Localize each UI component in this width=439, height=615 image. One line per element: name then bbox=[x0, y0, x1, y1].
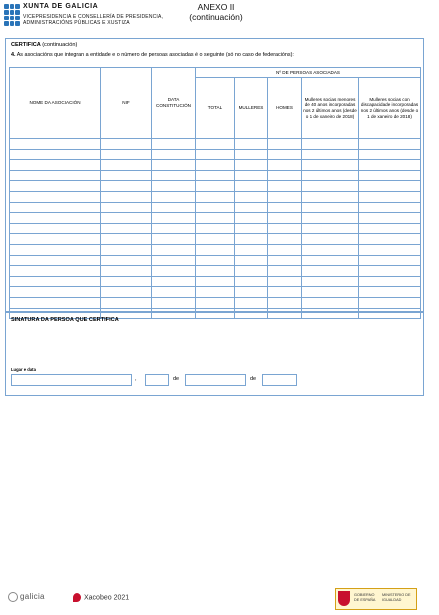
table-cell[interactable] bbox=[268, 160, 302, 171]
col-group-members: Nº DE PERSOAS ASOCIADAS bbox=[196, 68, 421, 78]
certifica-section bbox=[5, 38, 424, 312]
table-cell[interactable] bbox=[10, 160, 101, 171]
table-cell[interactable] bbox=[152, 234, 196, 245]
place-field[interactable] bbox=[11, 374, 132, 386]
table-cell[interactable] bbox=[235, 181, 268, 192]
signature-title: SINATURA DA PERSOA QUE CERTIFICA bbox=[11, 317, 119, 323]
table-cell[interactable] bbox=[196, 287, 235, 298]
certifica-title: CERTIFICA bbox=[11, 42, 41, 48]
item-text: As asociacións que integran a entidade e o número de persoas asociadas é o seguinte (só no caso de federacións): bbox=[16, 52, 294, 58]
table-cell[interactable] bbox=[235, 223, 268, 234]
table-cell[interactable] bbox=[268, 276, 302, 287]
table-cell[interactable] bbox=[302, 202, 359, 213]
table-cell[interactable] bbox=[10, 170, 101, 181]
table-cell[interactable] bbox=[196, 191, 235, 202]
table-cell[interactable] bbox=[101, 213, 152, 224]
table-cell[interactable] bbox=[196, 139, 235, 150]
table-cell[interactable] bbox=[10, 266, 101, 277]
table-cell[interactable] bbox=[10, 202, 101, 213]
col-header-total: TOTAL bbox=[196, 78, 235, 139]
table-cell[interactable] bbox=[10, 213, 101, 224]
table-cell[interactable] bbox=[235, 191, 268, 202]
table-cell[interactable] bbox=[268, 202, 302, 213]
table-cell[interactable] bbox=[359, 139, 421, 150]
table-cell[interactable] bbox=[359, 276, 421, 287]
table-cell[interactable] bbox=[196, 213, 235, 224]
table-row bbox=[10, 191, 421, 202]
table-cell[interactable] bbox=[101, 266, 152, 277]
table-cell[interactable] bbox=[302, 223, 359, 234]
table-cell[interactable] bbox=[235, 160, 268, 171]
table-cell[interactable] bbox=[359, 287, 421, 298]
table-cell[interactable] bbox=[359, 223, 421, 234]
table-cell[interactable] bbox=[152, 223, 196, 234]
table-cell[interactable] bbox=[268, 297, 302, 308]
item-4-text bbox=[11, 52, 294, 58]
col-header-disabled-women: Mulleres socias con discapacidade incorporadas nos 2 últimos anos (desde o 1 de xaneiro de 2018) bbox=[359, 78, 421, 139]
table-cell[interactable] bbox=[268, 191, 302, 202]
table-cell[interactable] bbox=[235, 276, 268, 287]
xacobeo-mark-icon bbox=[73, 593, 81, 602]
table-cell[interactable] bbox=[268, 266, 302, 277]
table-cell[interactable] bbox=[152, 255, 196, 266]
table-row bbox=[10, 266, 421, 277]
table-cell[interactable] bbox=[268, 234, 302, 245]
col-header-men: HOMES bbox=[268, 78, 302, 139]
table-row bbox=[10, 213, 421, 224]
place-date-label: Lugar e data bbox=[11, 367, 36, 372]
table-cell[interactable] bbox=[359, 244, 421, 255]
table-cell[interactable] bbox=[101, 181, 152, 192]
page-footer bbox=[0, 586, 439, 612]
table-cell[interactable] bbox=[196, 160, 235, 171]
table-row bbox=[10, 149, 421, 160]
table-row bbox=[10, 276, 421, 287]
item-number: 4. bbox=[11, 52, 16, 58]
table-cell[interactable] bbox=[101, 149, 152, 160]
table-cell[interactable] bbox=[10, 244, 101, 255]
table-cell[interactable] bbox=[359, 213, 421, 224]
table-cell[interactable] bbox=[235, 255, 268, 266]
table-cell[interactable] bbox=[152, 181, 196, 192]
table-cell[interactable] bbox=[235, 213, 268, 224]
table-cell[interactable] bbox=[10, 181, 101, 192]
table-cell[interactable] bbox=[302, 255, 359, 266]
xacobeo-text: Xacobeo 2021 bbox=[84, 594, 130, 602]
col-header-women: MULLERES bbox=[235, 78, 268, 139]
table-row bbox=[10, 234, 421, 245]
table-cell[interactable] bbox=[359, 181, 421, 192]
table-cell[interactable] bbox=[268, 287, 302, 298]
table-cell[interactable] bbox=[101, 170, 152, 181]
table-cell[interactable] bbox=[359, 160, 421, 171]
col-header-date: DATA CONSTITUCIÓN bbox=[152, 68, 196, 139]
table-cell[interactable] bbox=[359, 297, 421, 308]
page-header bbox=[0, 0, 439, 36]
table-cell[interactable] bbox=[268, 181, 302, 192]
table-cell[interactable] bbox=[101, 297, 152, 308]
table-cell[interactable] bbox=[152, 213, 196, 224]
table-cell[interactable] bbox=[235, 149, 268, 160]
table-cell[interactable] bbox=[359, 255, 421, 266]
table-cell[interactable] bbox=[10, 234, 101, 245]
table-row bbox=[10, 202, 421, 213]
table-cell[interactable] bbox=[101, 160, 152, 171]
section-title bbox=[11, 42, 77, 48]
certifica-title-cont: (continuación) bbox=[42, 42, 78, 48]
table-cell[interactable] bbox=[196, 181, 235, 192]
de-separator-2: de bbox=[250, 376, 257, 382]
table-cell[interactable] bbox=[302, 244, 359, 255]
table-cell[interactable] bbox=[302, 191, 359, 202]
table-cell[interactable] bbox=[10, 139, 101, 150]
table-cell[interactable] bbox=[10, 287, 101, 298]
table-row bbox=[10, 255, 421, 266]
table-cell[interactable] bbox=[302, 276, 359, 287]
table-cell[interactable] bbox=[10, 276, 101, 287]
table-cell[interactable] bbox=[359, 149, 421, 160]
table-cell[interactable] bbox=[152, 297, 196, 308]
table-cell[interactable] bbox=[196, 266, 235, 277]
table-cell[interactable] bbox=[101, 276, 152, 287]
table-cell[interactable] bbox=[196, 223, 235, 234]
table-cell[interactable] bbox=[10, 191, 101, 202]
table-cell[interactable] bbox=[359, 170, 421, 181]
xacobeo-logo bbox=[73, 593, 129, 602]
table-cell[interactable] bbox=[359, 234, 421, 245]
table-row bbox=[10, 287, 421, 298]
year-field[interactable] bbox=[262, 374, 297, 386]
table-cell[interactable] bbox=[235, 202, 268, 213]
table-cell[interactable] bbox=[152, 170, 196, 181]
table-cell[interactable] bbox=[10, 149, 101, 160]
table-cell[interactable] bbox=[302, 139, 359, 150]
galicia-mark-icon bbox=[8, 592, 18, 602]
table-cell[interactable] bbox=[268, 223, 302, 234]
table-cell[interactable] bbox=[235, 170, 268, 181]
table-row bbox=[10, 244, 421, 255]
gobierno-text: GOBIERNO DE ESPAÑA bbox=[354, 593, 376, 602]
de-separator-1: de bbox=[173, 376, 180, 382]
col-header-young-women: Mulleres socias menores de 40 anos incorporadas nos 2 últimos anos (desde o 1 de xaneiro de 2018) bbox=[302, 78, 359, 139]
org-department bbox=[23, 14, 183, 26]
table-row bbox=[10, 223, 421, 234]
table-cell[interactable] bbox=[235, 287, 268, 298]
table-cell[interactable] bbox=[196, 276, 235, 287]
table-cell[interactable] bbox=[268, 139, 302, 150]
table-row bbox=[10, 170, 421, 181]
table-cell[interactable] bbox=[268, 255, 302, 266]
table-cell[interactable] bbox=[101, 234, 152, 245]
table-cell[interactable] bbox=[196, 244, 235, 255]
table-cell[interactable] bbox=[152, 287, 196, 298]
col-header-name: NOME DA ASOCIACIÓN bbox=[10, 68, 101, 139]
table-cell[interactable] bbox=[302, 213, 359, 224]
org-name: XUNTA DE GALICIA bbox=[23, 3, 99, 10]
table-cell[interactable] bbox=[101, 191, 152, 202]
annex-title: ANEXO II bbox=[197, 2, 235, 12]
table-row bbox=[10, 297, 421, 308]
org-dept-line1: VICEPRESIDENCIA E CONSELLERÍA DE PRESIDENCIA, bbox=[23, 14, 164, 20]
table-cell[interactable] bbox=[235, 297, 268, 308]
table-cell[interactable] bbox=[235, 139, 268, 150]
table-cell[interactable] bbox=[302, 234, 359, 245]
table-cell[interactable] bbox=[196, 297, 235, 308]
table-cell[interactable] bbox=[268, 244, 302, 255]
table-cell[interactable] bbox=[359, 191, 421, 202]
table-cell[interactable] bbox=[101, 255, 152, 266]
table-cell[interactable] bbox=[152, 202, 196, 213]
table-cell[interactable] bbox=[101, 202, 152, 213]
table-cell[interactable] bbox=[302, 181, 359, 192]
table-cell[interactable] bbox=[101, 287, 152, 298]
table-cell[interactable] bbox=[302, 266, 359, 277]
table-cell[interactable] bbox=[152, 244, 196, 255]
galicia-text: galicia bbox=[20, 592, 45, 602]
comma-separator: , bbox=[135, 376, 137, 382]
table-cell[interactable] bbox=[268, 170, 302, 181]
table-row bbox=[10, 181, 421, 192]
table-cell[interactable] bbox=[101, 223, 152, 234]
table-cell[interactable] bbox=[196, 202, 235, 213]
table-row bbox=[10, 139, 421, 150]
table-cell[interactable] bbox=[10, 255, 101, 266]
table-cell[interactable] bbox=[196, 255, 235, 266]
org-dept-line2: ADMINISTRACIÓNS PÚBLICAS E XUSTIZA bbox=[23, 20, 130, 26]
table-cell[interactable] bbox=[302, 160, 359, 171]
table-cell[interactable] bbox=[302, 149, 359, 160]
table-cell[interactable] bbox=[152, 139, 196, 150]
associations-table bbox=[9, 67, 421, 319]
table-cell[interactable] bbox=[196, 149, 235, 160]
table-row bbox=[10, 160, 421, 171]
table-cell[interactable] bbox=[196, 170, 235, 181]
table-cell[interactable] bbox=[359, 202, 421, 213]
table-cell[interactable] bbox=[152, 160, 196, 171]
col-header-nif: NIF bbox=[101, 68, 152, 139]
table-cell[interactable] bbox=[268, 213, 302, 224]
day-field[interactable] bbox=[145, 374, 169, 386]
month-field[interactable] bbox=[185, 374, 246, 386]
table-cell[interactable] bbox=[196, 234, 235, 245]
table-cell[interactable] bbox=[101, 139, 152, 150]
table-cell[interactable] bbox=[152, 149, 196, 160]
table-cell[interactable] bbox=[268, 149, 302, 160]
table-cell[interactable] bbox=[359, 266, 421, 277]
annex-subtitle: (continuación) bbox=[189, 12, 243, 22]
table-cell[interactable] bbox=[152, 266, 196, 277]
gobierno-logo bbox=[335, 588, 417, 610]
table-cell[interactable] bbox=[235, 234, 268, 245]
xunta-logo-icon bbox=[4, 4, 20, 26]
ministerio-text: MINISTERIO DE IGUALDAD bbox=[382, 593, 411, 602]
table-cell[interactable] bbox=[152, 276, 196, 287]
table-cell[interactable] bbox=[302, 170, 359, 181]
table-cell[interactable] bbox=[152, 191, 196, 202]
signature-section bbox=[5, 312, 424, 396]
spain-shield-icon bbox=[338, 591, 350, 606]
table-cell[interactable] bbox=[235, 266, 268, 277]
galicia-logo bbox=[8, 592, 45, 602]
table-cell[interactable] bbox=[235, 244, 268, 255]
table-cell[interactable] bbox=[302, 297, 359, 308]
table-cell[interactable] bbox=[302, 287, 359, 298]
table-cell[interactable] bbox=[10, 223, 101, 234]
annex-heading bbox=[176, 2, 256, 22]
table-cell[interactable] bbox=[101, 244, 152, 255]
table-cell[interactable] bbox=[10, 297, 101, 308]
